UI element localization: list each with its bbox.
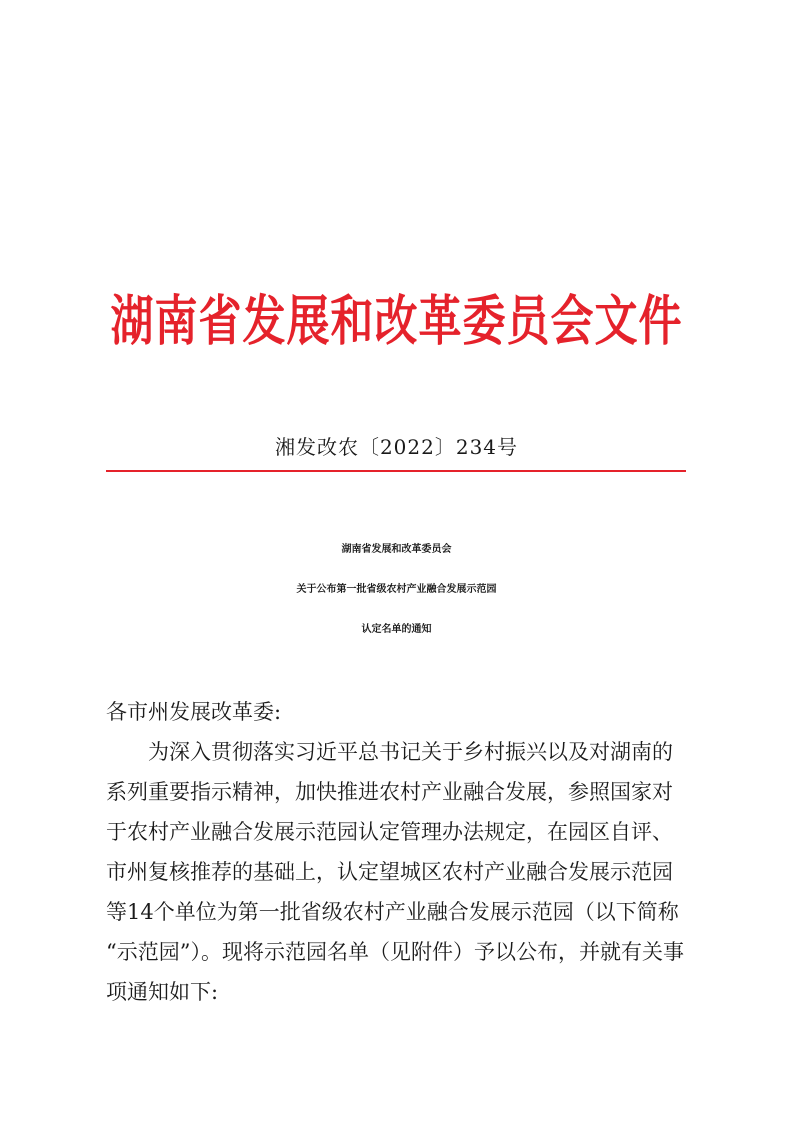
document-masthead: 湖南省发展和改革委员会文件: [110, 290, 683, 354]
salutation: 各市州发展改革委:: [106, 700, 282, 724]
notice-title-line-3: 认定名单的通知: [361, 624, 432, 635]
red-divider-line: [106, 470, 686, 472]
body-paragraph-line: 于农村产业融合发展示范园认定管理办法规定，在园区自评、: [106, 820, 673, 844]
notice-title-line-1: 湖南省发展和改革委员会: [341, 544, 452, 555]
body-paragraph-line: 系列重要指示精神，加快推进农村产业融合发展，参照国家对: [106, 780, 673, 804]
document-number: 湘发改农〔2022〕234号: [274, 435, 519, 459]
notice-title: [60, 530, 733, 650]
body-paragraph-line: 为深入贯彻落实习近平总书记关于乡村振兴以及对湖南的: [148, 740, 673, 764]
body-paragraph-line: 市州复核推荐的基础上，认定望城区农村产业融合发展示范园: [106, 860, 673, 884]
body-paragraph-line: 项通知如下:: [106, 980, 219, 1004]
notice-title-line-2: 关于公布第一批省级农村产业融合发展示范园: [296, 584, 497, 595]
body-paragraph-line: 等14个单位为第一批省级农村产业融合发展示范园（以下简称: [106, 900, 679, 924]
body-paragraph-line: “示范园”）。现将示范园名单（见附件）予以公布，并就有关事: [106, 940, 684, 964]
